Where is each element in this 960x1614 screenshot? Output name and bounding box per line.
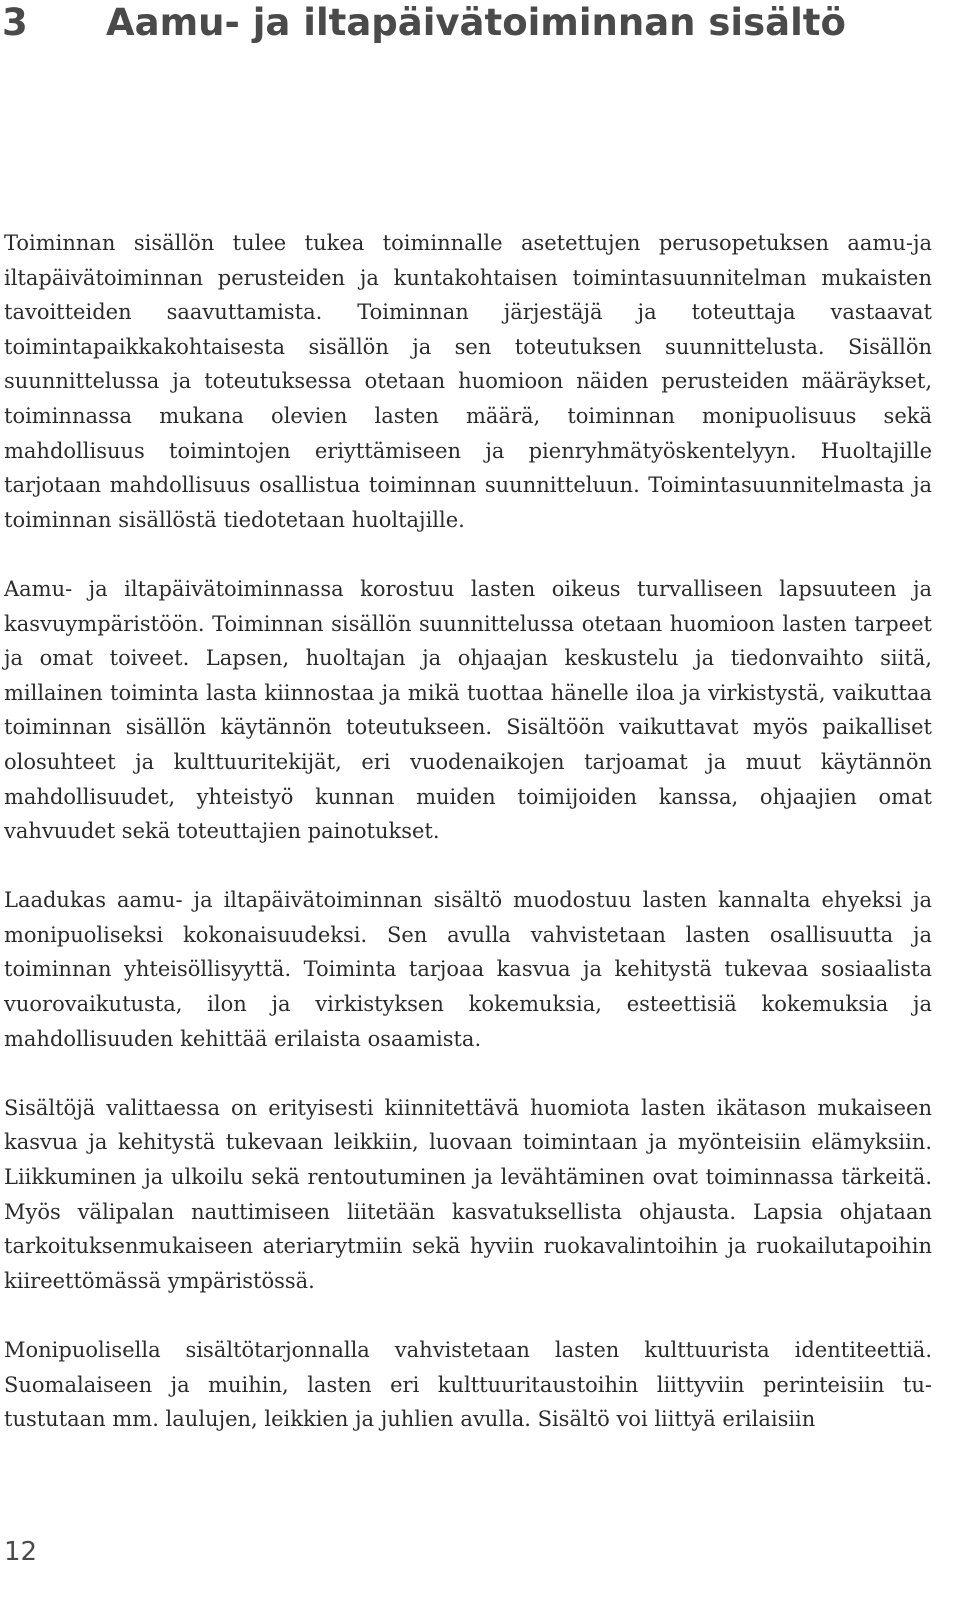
paragraph: Sisältöjä valittaessa on erityisesti kiinnitettävä huomiota lasten ikätason mukaiseen kasvua ja kehitystä tukevaan leikkiin, luovaan toimintaan ja myönteisiin elämyksiin. Liikkuminen ja ulkoilu sekä rentoutuminen ja levähtäminen ovat toiminnassa tärkeitä. Myös välipalan nauttimiseen liitetään kasvatuksellista ohjausta. Lapsia ohjataan tarkoituksenmukaiseen ateriarytmiin sekä hyviin ruokavalintoihin ja ruokailutapoihin kiireettömässä ympäristössä. [4, 1095, 932, 1293]
chapter-number: 3 [2, 1, 28, 44]
paragraph: Monipuolisella sisältötarjonnalla vahvistetaan lasten kulttuurista identiteettiä. Suomalaiseen ja muihin, lasten eri kulttuuritaustoihin liittyviin perinteisiin tutustutaan mm. laulujen, leikkien ja juhlien avulla. Sisältö voi liittyä erilaisiin [4, 1338, 932, 1432]
chapter-heading [2, 0, 846, 46]
body-text [4, 226, 932, 1437]
paragraph: Laadukas aamu- ja iltapäivätoiminnan sisältö muodostuu lasten kannalta ehyeksi ja monipuoliseksi kokonaisuudeksi. Sen avulla vahvistetaan lasten osallisuutta ja toiminnan yhteisöllisyyttä. Toiminta tarjoaa kasvua ja kehitystä tukevaa sosiaalista vuorovaikutusta, ilon ja virkistyksen kokemuksia, esteettisiä kokemuksia ja mahdollisuuden kehittää erilaista osaamista. [4, 888, 932, 1051]
paragraph: Aamu- ja iltapäivätoiminnassa korostuu lasten oikeus turvalliseen lapsuuteen ja kasvuympäristöön. Toiminnan sisällön suunnittelussa otetaan huomioon lasten tarpeet ja omat toiveet. Lapsen, huoltajan ja ohjaajan keskustelu ja tiedonvaihto siitä, millainen toiminta lasta kiinnostaa ja mikä tuottaa hänelle iloa ja virkistystä, vaikuttaa toiminnan sisällön käytännön toteutukseen. Sisältöön vaikuttavat myös paikalliset olosuhteet ja kulttuuritekijät, eri vuodenaikojen tarjoamat ja muut käytännön mahdollisuudet, yhteistyö kunnan muiden toimijoiden kanssa, ohjaajien omat vahvuudet sekä toteuttajien painotukset. [4, 576, 932, 844]
paragraph: Toiminnan sisällön tulee tukea toiminnalle asetettujen perusopetuksen aamu-ja iltapäivätoiminnan perusteiden ja kuntakohtaisen toimintasuunnitelman mukaisten tavoitteiden saavuttamista. Toiminnan järjestäjä ja toteuttaja vastaavat toimintapaikkakohtaisesta sisällön ja sen toteutuksen suunnittelusta. Sisällön suunnittelussa ja toteutuksessa otetaan huomioon näiden perusteiden määräykset, toiminnassa mukana olevien lasten määrä, toiminnan monipuolisuus sekä mahdollisuus toimintojen eriyttämiseen ja pienryhmätyöskentelyyn. Huoltajille tarjotaan mahdollisuus osallistua toiminnan suunnitteluun. Toimintasuunnitelmasta ja toiminnan sisällöstä tiedotetaan huoltajille. [4, 231, 932, 532]
page-number: 12 [4, 1537, 38, 1567]
chapter-title: Aamu- ja iltapäivätoiminnan sisältö [106, 1, 846, 44]
